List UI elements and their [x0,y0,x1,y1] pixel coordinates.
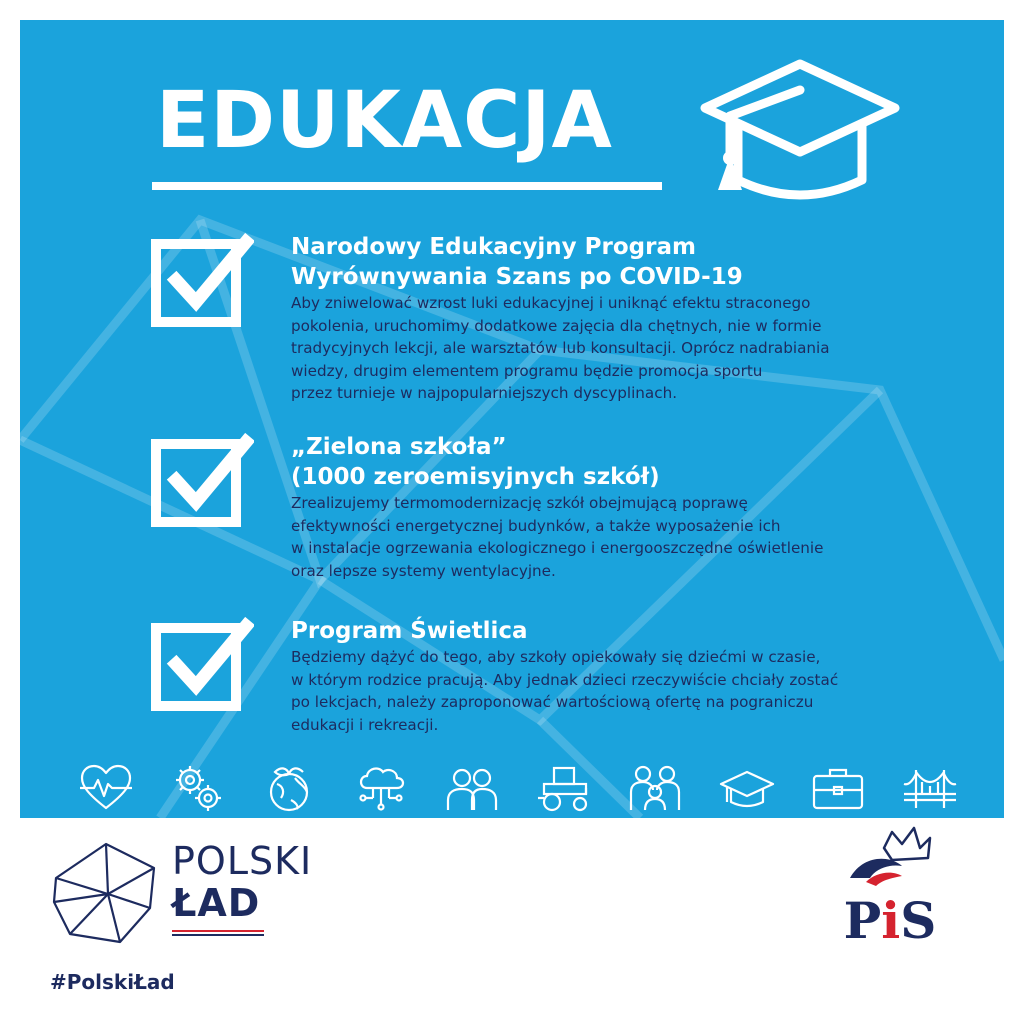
graduation-cap-icon [690,50,910,210]
brand-line1: POLSKI [172,839,313,883]
item-body: Będziemy dążyć do tego, aby szkoły opiekowały się dziećmi w czasie, w którym rodzice pracują. Aby jednak dzieci rzeczywiście chciały zostać po lekcjach, należy zaproponować wartościową ofertę na pograniczu edukacji i rekreacji. [291,648,839,734]
item-heading: Narodowy Edukacyjny Program [291,234,696,260]
seniors-icon [444,762,500,814]
title-underline [152,182,662,190]
page-title: EDUKACJA [156,76,613,166]
item-heading: Program Świetlica [291,618,528,644]
item-body: Aby zniwelować wzrost luki edukacyjnej i uniknąć efektu straconego pokolenia, uruchomimy dodatkowe zajęcia dla chętnych, nie w formie tradycyjnych lekcji, ale warsztatów lub konsultacji. Oprócz nadrabiania wiedzy, drugim elementem programu będzie promocja sportu przez turnieje w najpopularniejszych dyscyplinach. [291,294,830,402]
hashtag: #PolskiŁad [50,970,175,994]
icons-row [78,758,958,818]
checkbox-checked-icon [150,432,254,528]
globe-leaf-icon [261,762,317,814]
cloud-network-icon [353,762,409,814]
heartbeat-icon [78,762,134,814]
checkbox-checked-icon [150,616,254,712]
gears-icon [170,762,226,814]
bridge-icon [902,762,958,814]
checkbox-checked-icon [150,232,254,328]
brand-stripe [172,930,264,938]
item-heading: Wyrównywania Szans po COVID-19 [291,264,743,290]
blue-panel [20,20,1004,818]
family-icon [627,762,683,814]
graduation-cap-small-icon [719,762,775,814]
item-heading: (1000 zeroemisyjnych szkół) [291,464,660,490]
pis-party-logo [832,826,950,946]
brand-wordmark [172,840,312,938]
item-body: Zrealizujemy termomodernizację szkół obejmującą poprawę efektywności energetycznej budynków, a także wyposażenie ich w instalacje ogrzewania ekologicznego i energooszczędne oświetlenie oraz lepsze systemy wentylacyjne. [291,494,824,580]
brand-line2: ŁAD [172,881,261,925]
briefcase-icon [810,762,866,814]
polski-lad-logo-mark [50,838,162,948]
svg-text:PiS: PiS [843,891,937,946]
tractor-icon [536,762,592,814]
item-heading: „Zielona szkoła” [291,434,507,460]
